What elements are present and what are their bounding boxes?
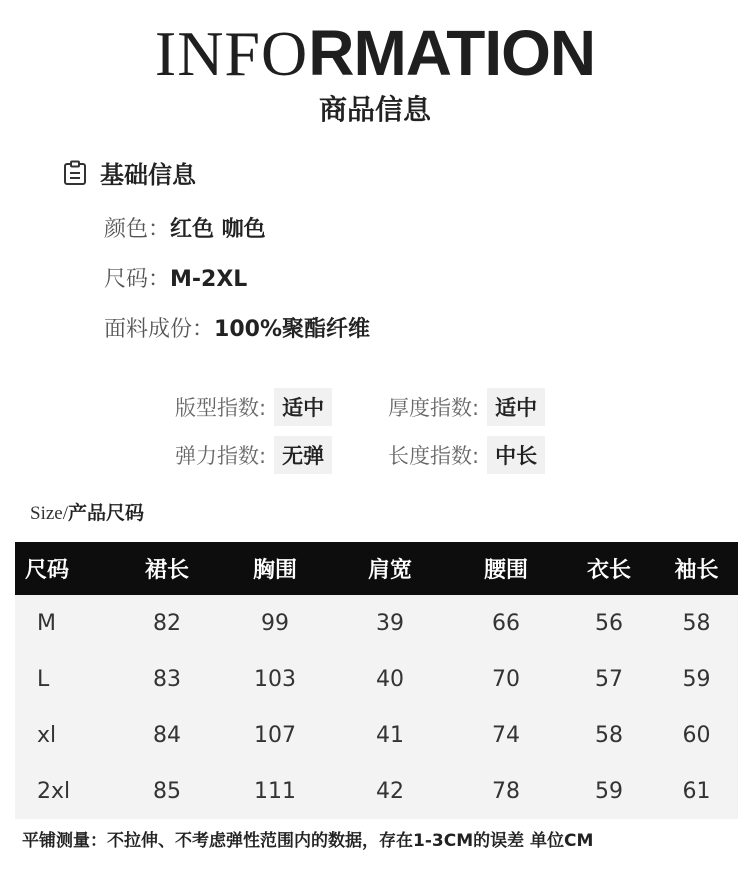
table-row [15,595,738,651]
col-header-body-length: 衣长 [586,558,631,583]
thickness-index-label: 厚度指数: [388,396,480,420]
table-cell: 103 [254,666,296,692]
size-label: 尺码： [104,267,171,292]
table-cell: 84 [153,722,181,748]
col-header-waist: 腰围 [483,558,528,583]
col-header-sleeve: 袖长 [674,558,719,583]
table-cell: 60 [682,722,711,748]
table-cell: 58 [595,722,623,748]
table-cell: 83 [153,666,181,692]
table-cell: 59 [682,666,711,692]
table-cell: 70 [492,666,520,692]
table-row [15,651,738,707]
col-header-skirt-length: 裙长 [144,558,189,583]
basic-info-header [62,155,196,190]
table-cell: 2xl [37,778,71,804]
stretch-index [175,436,332,474]
color-label: 颜色： [104,217,171,242]
table-cell: 78 [492,778,520,804]
table-cell: L [37,666,50,692]
table-row [15,707,738,763]
length-index-label: 长度指数: [388,444,480,468]
table-cell: 74 [492,722,520,748]
brand-title [0,18,750,89]
col-header-shoulder: 肩宽 [367,558,412,583]
fabric-value: 100%聚酯纤维 [214,317,370,342]
measurement-footnote: 平铺测量：不拉伸、不考虑弹性范围内的数据，存在1-3CM的误差 单位CM [22,831,594,851]
fit-index-label: 版型指数: [175,396,267,420]
table-cell: 85 [153,778,181,804]
table-cell: 66 [492,610,520,636]
thickness-index-value: 适中 [487,388,545,426]
table-cell: 41 [376,722,404,748]
length-index-value: 中长 [487,436,545,474]
clipboard-icon [62,160,88,186]
table-cell: 56 [595,610,623,636]
table-cell: M [37,610,56,636]
page-subtitle: 商品信息 [318,93,431,126]
col-header-size: 尺码 [25,558,70,583]
info-row-fabric [104,312,370,343]
size-value: M-2XL [170,267,248,292]
table-cell: 111 [254,778,296,804]
thickness-index [388,388,545,426]
table-cell: 57 [595,666,623,692]
basic-info-title: 基础信息 [100,161,196,189]
fit-index-value: 适中 [274,388,332,426]
brand-title-thin: INFO [154,18,309,89]
table-row [15,763,738,819]
table-cell: 82 [153,610,181,636]
stretch-index-value: 无弹 [274,436,332,474]
table-cell: 61 [682,778,711,804]
table-cell: 107 [254,722,296,748]
length-index [388,436,545,474]
col-header-bust: 胸围 [252,558,297,583]
size-chart-caption [30,498,144,525]
stretch-index-label: 弹力指数: [175,444,267,468]
size-caption-cn: 产品尺码 [68,502,145,524]
fit-index [175,388,332,426]
size-caption-en: Size/ [30,503,68,524]
table-cell: 59 [595,778,623,804]
table-cell: 58 [682,610,711,636]
fabric-label: 面料成份： [104,317,215,342]
table-cell: 99 [261,610,289,636]
info-row-color [104,212,266,243]
table-header-row [15,542,738,595]
table-cell: 40 [376,666,404,692]
brand-title-bold: RMATION [308,17,596,89]
size-table [15,542,738,819]
color-value: 红色 咖色 [170,217,266,242]
table-cell: 42 [376,778,404,804]
info-row-size [104,262,247,293]
table-cell: 39 [376,610,404,636]
table-cell: xl [37,722,57,748]
